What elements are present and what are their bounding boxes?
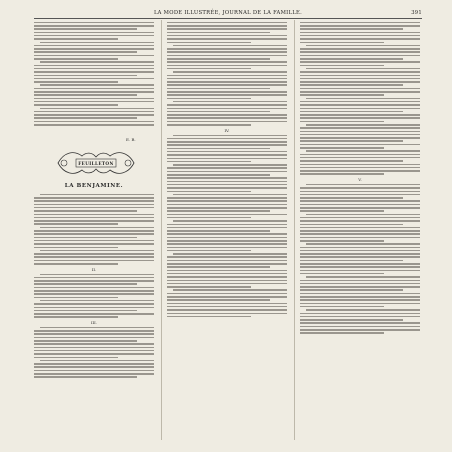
text-line (34, 307, 154, 309)
text-line (34, 373, 154, 375)
text-line (300, 266, 420, 268)
text-line (34, 65, 154, 67)
text-line (300, 104, 420, 106)
text-line (34, 68, 154, 70)
header-rule (34, 18, 422, 19)
text-line (300, 48, 420, 50)
text-line (167, 25, 287, 27)
text-line (173, 164, 287, 166)
text-line (300, 134, 420, 136)
text-line (34, 283, 137, 285)
text-line (167, 114, 287, 116)
text-line (34, 337, 154, 339)
text-line (300, 233, 420, 235)
text-line (34, 94, 137, 96)
text-line (34, 98, 154, 100)
text-line (167, 22, 287, 24)
text-line (167, 177, 287, 179)
text-line (300, 273, 384, 275)
text-line (34, 237, 137, 239)
text-line (167, 270, 287, 272)
feuilleton-vignette (54, 148, 138, 178)
text-line (34, 38, 118, 40)
text-line (300, 127, 420, 129)
text-line (167, 65, 287, 67)
text-line (167, 68, 251, 70)
text-line (40, 42, 154, 44)
text-line (300, 78, 420, 80)
text-line (34, 45, 154, 47)
text-line (34, 48, 154, 50)
text-line (167, 117, 287, 119)
text-line (300, 114, 420, 116)
text-line (173, 253, 287, 255)
text-line (300, 217, 420, 219)
text-line (40, 227, 154, 229)
text-line (167, 286, 251, 288)
text-line (167, 227, 287, 229)
text-line (300, 35, 420, 37)
text-line (300, 306, 384, 308)
text-line (167, 313, 287, 315)
text-line (167, 161, 251, 163)
text-line (300, 91, 420, 93)
text-line (300, 289, 403, 291)
text-line (167, 230, 270, 232)
text-line (167, 247, 287, 249)
text-line (167, 316, 251, 318)
text-line (173, 45, 287, 47)
text-line (167, 309, 287, 311)
text-line (34, 233, 154, 235)
text-line (167, 191, 251, 193)
text-line (167, 75, 287, 77)
text-line (34, 310, 137, 312)
text-line (300, 65, 384, 67)
text-line (300, 111, 403, 113)
text-line (300, 210, 384, 212)
chapter-mark: V. (358, 176, 362, 182)
text-line (306, 68, 420, 70)
text-line (300, 137, 420, 139)
text-line (34, 370, 154, 372)
text-line (34, 117, 137, 119)
text-line (34, 204, 154, 206)
chapter-mark: III. (90, 319, 97, 325)
text-line (34, 333, 154, 335)
text-line (34, 101, 154, 103)
text-line (300, 144, 420, 146)
text-line (300, 207, 420, 209)
text-line (40, 61, 154, 63)
running-title: LA MODE ILLUSTRÉE, JOURNAL DE LA FAMILLE. (153, 10, 303, 16)
text-line (300, 299, 420, 301)
text-line (300, 140, 403, 142)
text-line (34, 214, 154, 216)
text-line (306, 276, 420, 278)
text-line (167, 94, 287, 96)
text-line (300, 160, 403, 162)
text-line (34, 376, 137, 378)
text-line (167, 35, 287, 37)
text-line (300, 247, 420, 249)
text-line (34, 256, 154, 258)
column-1-story-text (34, 192, 154, 442)
text-line (300, 170, 420, 172)
text-line (167, 237, 287, 239)
text-line (34, 277, 154, 279)
text-line (34, 247, 118, 249)
column-divider-1 (161, 20, 162, 440)
text-line (300, 197, 403, 199)
text-line (34, 263, 118, 265)
text-line (167, 58, 270, 60)
text-line (167, 197, 287, 199)
text-line (167, 303, 287, 305)
text-line (34, 253, 154, 255)
text-line (300, 84, 403, 86)
text-line (300, 237, 420, 239)
text-line (167, 121, 287, 123)
text-line (167, 138, 287, 140)
text-line (300, 220, 420, 222)
text-line (167, 158, 287, 160)
text-line (34, 363, 154, 365)
text-line (306, 184, 420, 186)
text-line (40, 250, 154, 252)
column-1-top-text (34, 20, 154, 142)
text-line (34, 340, 137, 342)
text-line (173, 135, 287, 137)
text-line (34, 200, 154, 202)
text-line (167, 144, 287, 146)
running-header (34, 9, 422, 17)
text-line (34, 223, 118, 225)
text-line (167, 243, 287, 245)
text-line (300, 253, 420, 255)
text-line (306, 124, 420, 126)
text-line (300, 260, 403, 262)
text-line (34, 290, 154, 292)
text-line (167, 293, 287, 295)
text-line (34, 78, 154, 80)
text-line (34, 243, 154, 245)
text-line (34, 217, 154, 219)
text-line (300, 38, 420, 40)
text-line (34, 357, 118, 359)
text-line (40, 360, 154, 362)
text-line (34, 316, 118, 318)
text-line (300, 270, 420, 272)
text-line (300, 250, 420, 252)
text-line (300, 22, 420, 24)
text-line (300, 191, 420, 193)
text-line (306, 98, 420, 100)
text-line (167, 174, 270, 176)
text-line (167, 98, 251, 100)
text-line (167, 299, 270, 301)
text-line (34, 220, 154, 222)
text-line (34, 260, 154, 262)
text-line (167, 240, 287, 242)
text-line (300, 75, 420, 77)
text-line (40, 274, 154, 276)
text-line (300, 326, 420, 328)
text-line (34, 58, 118, 60)
text-line (167, 276, 287, 278)
text-line (300, 296, 420, 298)
text-line (167, 91, 287, 93)
text-line (167, 233, 287, 235)
text-line (34, 28, 137, 30)
text-line (167, 214, 287, 216)
text-line (300, 173, 384, 175)
text-line (300, 88, 420, 90)
text-line (300, 283, 420, 285)
text-line (173, 220, 287, 222)
text-line (34, 303, 154, 305)
text-line (167, 154, 287, 156)
text-line (300, 329, 420, 331)
text-line (167, 104, 287, 106)
text-line (300, 32, 420, 34)
text-line (34, 210, 137, 212)
text-line (34, 287, 154, 289)
chapter-mark: II. (91, 266, 97, 272)
text-line (40, 194, 154, 196)
text-line (300, 157, 420, 159)
text-line (34, 293, 154, 295)
text-line (34, 25, 154, 27)
text-line (167, 48, 287, 50)
text-line (167, 167, 287, 169)
text-line (167, 38, 287, 40)
text-line (300, 200, 420, 202)
text-line (300, 42, 384, 44)
text-line (300, 58, 403, 60)
text-line (300, 263, 420, 265)
text-line (34, 330, 154, 332)
text-line (34, 111, 154, 113)
text-line (34, 104, 118, 106)
text-line (300, 280, 420, 282)
text-line (167, 224, 287, 226)
text-line (167, 273, 287, 275)
text-line (300, 187, 420, 189)
text-line (34, 124, 154, 126)
text-line (34, 207, 154, 209)
text-line (173, 71, 287, 73)
text-line (300, 332, 384, 334)
column-3-text (300, 20, 420, 440)
text-line (34, 280, 154, 282)
text-line (34, 353, 154, 355)
text-line (167, 217, 251, 219)
text-line (34, 347, 154, 349)
text-line (300, 303, 420, 305)
text-line (34, 114, 154, 116)
text-line (167, 28, 287, 30)
text-line (300, 316, 420, 318)
text-line (34, 75, 137, 77)
text-line (34, 197, 154, 199)
text-line (173, 101, 287, 103)
text-line (167, 263, 287, 265)
text-line (300, 194, 420, 196)
text-line (40, 84, 154, 86)
text-line (300, 286, 420, 288)
text-line (173, 194, 287, 196)
text-line (300, 51, 420, 53)
text-line (300, 55, 420, 57)
page-number: 391 (411, 10, 422, 16)
text-line (34, 297, 118, 299)
text-line (167, 266, 270, 268)
text-line (300, 108, 420, 110)
text-line (306, 45, 420, 47)
text-line (167, 108, 287, 110)
text-line (34, 366, 154, 368)
text-line (300, 224, 403, 226)
text-line (300, 313, 420, 315)
text-line (167, 84, 287, 86)
text-line (167, 51, 287, 53)
text-line (167, 256, 287, 258)
text-line (300, 293, 420, 295)
column-divider-2 (294, 20, 295, 440)
text-line (173, 289, 287, 291)
article-signature: E. B. (126, 137, 136, 142)
text-line (167, 61, 287, 63)
text-line (34, 121, 154, 123)
text-line (34, 350, 154, 352)
text-line (34, 313, 154, 315)
text-line (300, 167, 420, 169)
text-line (34, 240, 154, 242)
text-line (167, 78, 287, 80)
text-line (300, 131, 420, 133)
text-line (167, 81, 287, 83)
text-line (34, 35, 154, 37)
text-line (34, 32, 154, 34)
text-line (300, 154, 420, 156)
text-line (300, 227, 420, 229)
chapter-mark: IV. (224, 127, 230, 133)
feuilleton-banner-text: FEUILLETON (78, 161, 114, 167)
text-line (167, 111, 270, 113)
text-line (306, 243, 420, 245)
text-line (167, 88, 270, 90)
text-line (40, 300, 154, 302)
text-line (300, 204, 420, 206)
text-line (34, 81, 118, 83)
text-line (167, 260, 287, 262)
text-line (300, 94, 384, 96)
text-line (167, 42, 251, 44)
text-line (300, 61, 420, 63)
text-line (300, 319, 403, 321)
text-line (167, 280, 287, 282)
text-line (306, 214, 420, 216)
text-line (167, 207, 287, 209)
text-line (306, 150, 420, 152)
text-line (300, 25, 420, 27)
text-line (40, 108, 154, 110)
text-line (300, 164, 420, 166)
text-line (300, 117, 420, 119)
text-line (300, 71, 420, 73)
text-line (167, 187, 287, 189)
text-line (40, 327, 154, 329)
text-line (167, 124, 251, 126)
text-line (300, 256, 420, 258)
column-2-text (167, 20, 287, 440)
text-line (167, 141, 287, 143)
text-line (300, 28, 403, 30)
text-line (34, 55, 154, 57)
text-line (167, 296, 287, 298)
text-line (167, 250, 251, 252)
text-line (306, 309, 420, 311)
text-line (167, 283, 287, 285)
text-line (34, 343, 154, 345)
text-line (300, 81, 420, 83)
text-line (300, 121, 384, 123)
text-line (167, 200, 287, 202)
text-line (167, 204, 287, 206)
text-line (167, 181, 287, 183)
text-line (34, 91, 154, 93)
text-line (167, 32, 270, 34)
text-line (167, 55, 287, 57)
text-line (300, 147, 384, 149)
text-line (167, 171, 287, 173)
text-line (34, 230, 154, 232)
text-line (34, 71, 154, 73)
text-line (300, 230, 420, 232)
text-line (167, 210, 270, 212)
text-line (167, 151, 287, 153)
text-line (300, 322, 420, 324)
text-line (300, 101, 420, 103)
text-line (300, 240, 384, 242)
text-line (34, 22, 154, 24)
text-line (167, 148, 270, 150)
story-title: LA BENJAMINE. (64, 183, 124, 189)
text-line (167, 306, 287, 308)
text-line (34, 51, 137, 53)
text-line (167, 184, 287, 186)
text-line (34, 88, 154, 90)
